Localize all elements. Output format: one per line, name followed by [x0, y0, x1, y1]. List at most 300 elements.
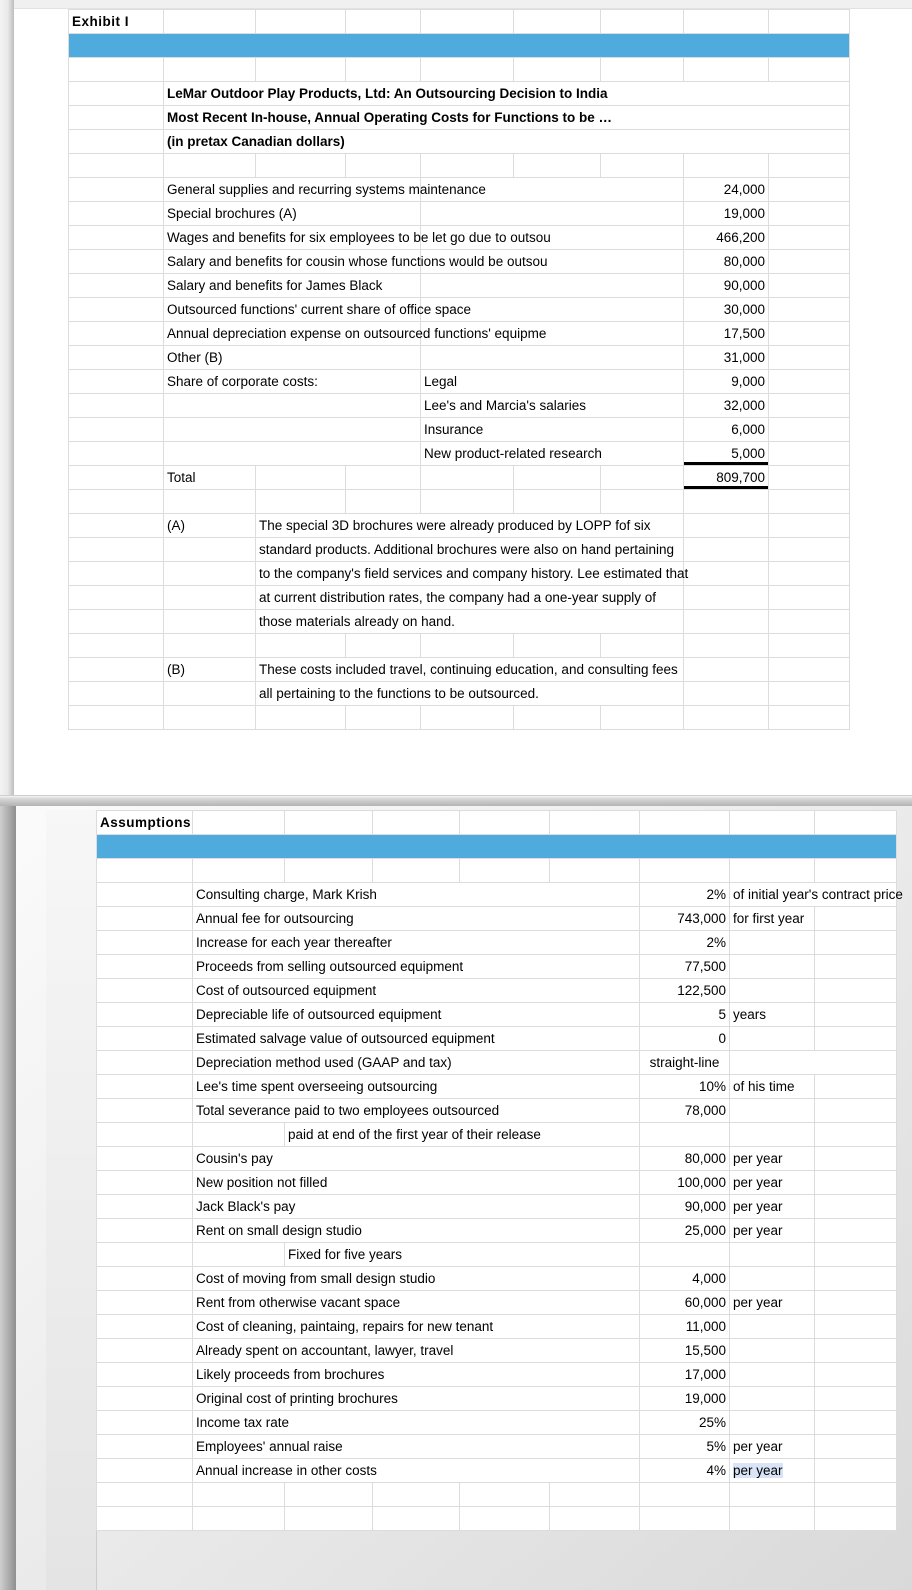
- assumption-unit: [730, 1267, 815, 1291]
- empty-cell[interactable]: [421, 634, 514, 658]
- empty-cell[interactable]: [769, 442, 850, 466]
- empty-cell[interactable]: [684, 10, 769, 34]
- empty-cell[interactable]: [815, 955, 897, 979]
- empty-cell[interactable]: [285, 811, 373, 835]
- line-item-label: General supplies and recurring systems maintenance: [164, 178, 421, 202]
- empty-cell[interactable]: [97, 1507, 193, 1531]
- assumption-unit: for first year: [730, 907, 815, 931]
- empty-cell[interactable]: [97, 1027, 193, 1051]
- empty-cell[interactable]: [97, 1099, 193, 1123]
- line-item-sublabel: [421, 274, 684, 298]
- empty-cell[interactable]: [69, 130, 164, 154]
- empty-cell[interactable]: [769, 514, 850, 538]
- assumption-value: 743,000: [640, 907, 730, 931]
- empty-cell[interactable]: [684, 586, 769, 610]
- empty-cell[interactable]: [815, 1339, 897, 1363]
- empty-cell[interactable]: [346, 58, 421, 82]
- line-item-amount: 17,500: [684, 322, 769, 346]
- line-item-row: [69, 442, 850, 466]
- empty-cell[interactable]: [373, 1483, 460, 1507]
- assumption-unit: [730, 931, 815, 955]
- empty-cell[interactable]: [684, 658, 769, 682]
- line-item-sublabel: [421, 178, 684, 202]
- empty-cell[interactable]: [69, 706, 164, 730]
- empty-cell[interactable]: [815, 1219, 897, 1243]
- empty-cell[interactable]: [815, 1435, 897, 1459]
- assumption-label: Employees' annual raise: [193, 1435, 640, 1459]
- empty-cell[interactable]: [69, 226, 164, 250]
- empty-cell[interactable]: [69, 298, 164, 322]
- assumption-row: [97, 1003, 897, 1027]
- assumption-unit: [730, 1027, 815, 1051]
- window-top-edge: [0, 0, 912, 9]
- empty-cell: [164, 538, 256, 562]
- spacer-row: [69, 154, 850, 178]
- empty-cell[interactable]: [97, 1411, 193, 1435]
- empty-cell[interactable]: [684, 610, 769, 634]
- empty-cell[interactable]: [97, 1435, 193, 1459]
- line-item-label: [164, 418, 421, 442]
- accent-bar-row: [69, 34, 850, 58]
- empty-cell[interactable]: [69, 394, 164, 418]
- assumption-value: 80,000: [640, 1147, 730, 1171]
- line-item-label: Salary and benefits for cousin whose functions would be outsou: [164, 250, 421, 274]
- empty-cell[interactable]: [69, 346, 164, 370]
- empty-cell[interactable]: [769, 178, 850, 202]
- assumption-value: 60,000: [640, 1291, 730, 1315]
- empty-cell[interactable]: [815, 1507, 897, 1531]
- empty-cell[interactable]: [421, 490, 514, 514]
- assumption-unit: [730, 1411, 815, 1435]
- empty-cell[interactable]: [97, 1267, 193, 1291]
- empty-cell[interactable]: [421, 58, 514, 82]
- line-item-row: [69, 346, 850, 370]
- note-b-text: These costs included travel, continuing education, and consulting fees: [256, 658, 684, 682]
- report-title-line-2: Most Recent In-house, Annual Operating Costs for Functions to be …: [164, 106, 850, 130]
- empty-cell[interactable]: [730, 1483, 815, 1507]
- assumption-row: [97, 1195, 897, 1219]
- empty-cell[interactable]: [97, 1219, 193, 1243]
- empty-cell[interactable]: [769, 586, 850, 610]
- empty-cell[interactable]: [69, 418, 164, 442]
- empty-cell[interactable]: [193, 859, 285, 883]
- spacer-row: [97, 1483, 897, 1507]
- line-item-amount: 30,000: [684, 298, 769, 322]
- empty-cell[interactable]: [69, 586, 164, 610]
- empty-cell[interactable]: [769, 202, 850, 226]
- empty-cell[interactable]: [514, 10, 601, 34]
- empty-cell[interactable]: [69, 274, 164, 298]
- empty-cell[interactable]: [373, 1507, 460, 1531]
- empty-cell[interactable]: [97, 1243, 193, 1267]
- empty-cell[interactable]: [601, 154, 684, 178]
- empty-cell[interactable]: [97, 907, 193, 931]
- empty-cell[interactable]: [815, 1483, 897, 1507]
- assumption-label: Rent on small design studio: [193, 1219, 640, 1243]
- empty-cell[interactable]: [69, 106, 164, 130]
- empty-cell[interactable]: [769, 226, 850, 250]
- empty-cell[interactable]: [193, 811, 285, 835]
- note-a-row: [69, 538, 850, 562]
- assumption-unit: [730, 1339, 815, 1363]
- assumption-row: [97, 1075, 897, 1099]
- empty-cell[interactable]: [97, 1339, 193, 1363]
- line-item-amount: 9,000: [684, 370, 769, 394]
- empty-cell[interactable]: [97, 955, 193, 979]
- line-item-label: Wages and benefits for six employees to be let go due to outsou: [164, 226, 421, 250]
- assumption-unit: [730, 1315, 815, 1339]
- empty-cell[interactable]: [815, 1123, 897, 1147]
- empty-cell[interactable]: [769, 322, 850, 346]
- empty-cell[interactable]: [97, 1291, 193, 1315]
- line-item-sublabel: [421, 346, 684, 370]
- empty-cell[interactable]: [815, 1267, 897, 1291]
- empty-cell[interactable]: [684, 682, 769, 706]
- note-b-row: [69, 682, 850, 706]
- exhibit-spreadsheet-grid[interactable]: [68, 9, 850, 730]
- empty-cell[interactable]: [769, 250, 850, 274]
- empty-cell[interactable]: [769, 682, 850, 706]
- empty-cell[interactable]: [69, 370, 164, 394]
- spacer-row: [97, 859, 897, 883]
- empty-cell[interactable]: [346, 490, 421, 514]
- empty-cell[interactable]: [69, 178, 164, 202]
- empty-cell[interactable]: [285, 859, 373, 883]
- empty-cell[interactable]: [97, 1315, 193, 1339]
- empty-cell[interactable]: [684, 490, 769, 514]
- line-item-label: Other (B): [164, 346, 421, 370]
- empty-cell[interactable]: [769, 274, 850, 298]
- empty-cell[interactable]: [601, 58, 684, 82]
- empty-cell[interactable]: [684, 154, 769, 178]
- assumption-row: [97, 1291, 897, 1315]
- assumptions-spreadsheet-grid[interactable]: [96, 810, 903, 1531]
- empty-cell[interactable]: [346, 634, 421, 658]
- line-item-amount: 32,000: [684, 394, 769, 418]
- empty-cell[interactable]: [69, 490, 164, 514]
- assumptions-label-row: [97, 811, 897, 835]
- assumption-unit: [730, 1387, 815, 1411]
- empty-cell[interactable]: [69, 466, 164, 490]
- empty-cell[interactable]: [684, 58, 769, 82]
- assumption-value: 15,500: [640, 1339, 730, 1363]
- empty-cell[interactable]: [815, 1291, 897, 1315]
- assumption-label: Fixed for five years: [285, 1243, 640, 1267]
- note-a-marker: (A): [164, 514, 256, 538]
- empty-cell[interactable]: [815, 1243, 897, 1267]
- empty-cell[interactable]: [769, 706, 850, 730]
- assumption-label: Depreciable life of outsourced equipment: [193, 1003, 640, 1027]
- assumption-label: Already spent on accountant, lawyer, travel: [193, 1339, 640, 1363]
- empty-cell[interactable]: [769, 538, 850, 562]
- empty-cell[interactable]: [815, 979, 897, 1003]
- empty-cell[interactable]: [815, 811, 897, 835]
- assumption-row: [97, 1099, 897, 1123]
- empty-cell[interactable]: [769, 658, 850, 682]
- empty-cell[interactable]: [97, 1459, 193, 1483]
- assumption-unit: per year: [730, 1219, 815, 1243]
- empty-cell[interactable]: [256, 10, 346, 34]
- assumption-value: 17,000: [640, 1363, 730, 1387]
- empty-cell[interactable]: [285, 1507, 373, 1531]
- empty-cell[interactable]: [69, 202, 164, 226]
- empty-cell[interactable]: [97, 979, 193, 1003]
- empty-cell[interactable]: [601, 634, 684, 658]
- empty-cell[interactable]: [69, 154, 164, 178]
- empty-cell[interactable]: [69, 538, 164, 562]
- assumption-row: [97, 1123, 897, 1147]
- note-a-text: to the company's field services and company history. Lee estimated that: [256, 562, 684, 586]
- empty-cell[interactable]: [164, 10, 256, 34]
- assumption-label: paid at end of the first year of their release: [285, 1123, 640, 1147]
- line-item-sublabel: [421, 322, 684, 346]
- line-item-label: Annual depreciation expense on outsourced functions' equipme: [164, 322, 421, 346]
- empty-cell[interactable]: [285, 1483, 373, 1507]
- empty-cell[interactable]: [684, 514, 769, 538]
- empty-cell[interactable]: [730, 859, 815, 883]
- empty-cell[interactable]: [601, 10, 684, 34]
- assumption-value: 5: [640, 1003, 730, 1027]
- blue-accent-bar: [69, 34, 850, 58]
- empty-cell[interactable]: [815, 1315, 897, 1339]
- empty-cell[interactable]: [815, 859, 897, 883]
- empty-cell[interactable]: [256, 154, 346, 178]
- empty-cell[interactable]: [421, 706, 514, 730]
- empty-cell[interactable]: [69, 658, 164, 682]
- empty-cell[interactable]: [97, 1363, 193, 1387]
- empty-cell[interactable]: [514, 58, 601, 82]
- line-item-sublabel: New product-related research: [421, 442, 684, 466]
- line-item-sublabel: Legal: [421, 370, 684, 394]
- empty-cell[interactable]: [97, 1075, 193, 1099]
- empty-cell[interactable]: [815, 1411, 897, 1435]
- assumption-label: Total severance paid to two employees outsourced: [193, 1099, 640, 1123]
- empty-cell[interactable]: [769, 346, 850, 370]
- assumption-value: 122,500: [640, 979, 730, 1003]
- empty-cell[interactable]: [514, 634, 601, 658]
- line-item-amount: 6,000: [684, 418, 769, 442]
- empty-cell[interactable]: [815, 1387, 897, 1411]
- empty-cell[interactable]: [97, 1003, 193, 1027]
- line-item-sublabel: [421, 202, 684, 226]
- exhibit-label-row: [69, 10, 850, 34]
- empty-cell[interactable]: [815, 1195, 897, 1219]
- empty-cell[interactable]: [460, 859, 550, 883]
- empty-cell[interactable]: [815, 931, 897, 955]
- empty-cell[interactable]: [514, 466, 601, 490]
- empty-cell[interactable]: [193, 1243, 285, 1267]
- empty-cell[interactable]: [640, 1483, 730, 1507]
- empty-cell[interactable]: [460, 811, 550, 835]
- assumption-unit: per year: [730, 1147, 815, 1171]
- empty-cell[interactable]: [346, 154, 421, 178]
- empty-cell[interactable]: [640, 859, 730, 883]
- assumption-row: [97, 883, 897, 907]
- empty-cell[interactable]: [193, 1507, 285, 1531]
- assumption-row: [97, 1435, 897, 1459]
- empty-cell[interactable]: [684, 706, 769, 730]
- empty-cell[interactable]: [373, 859, 460, 883]
- empty-cell[interactable]: [815, 1459, 897, 1483]
- assumption-label: Annual fee for outsourcing: [193, 907, 640, 931]
- empty-cell[interactable]: [69, 610, 164, 634]
- assumption-row: [97, 1411, 897, 1435]
- empty-cell[interactable]: [730, 811, 815, 835]
- empty-cell[interactable]: [769, 370, 850, 394]
- empty-cell[interactable]: [69, 682, 164, 706]
- assumption-unit: [730, 979, 815, 1003]
- assumption-row: [97, 1243, 897, 1267]
- spacer-row: [69, 58, 850, 82]
- empty-cell[interactable]: [550, 1483, 640, 1507]
- line-item-row: [69, 250, 850, 274]
- empty-cell[interactable]: [97, 1123, 193, 1147]
- empty-cell[interactable]: [346, 466, 421, 490]
- empty-cell[interactable]: [815, 1003, 897, 1027]
- empty-cell[interactable]: [69, 562, 164, 586]
- empty-cell[interactable]: [421, 154, 514, 178]
- empty-cell[interactable]: [346, 706, 421, 730]
- empty-cell[interactable]: [97, 1483, 193, 1507]
- empty-cell[interactable]: [640, 1507, 730, 1531]
- empty-cell[interactable]: [69, 514, 164, 538]
- assumption-unit: [730, 1459, 815, 1483]
- empty-cell[interactable]: [69, 634, 164, 658]
- assumption-label: Cost of moving from small design studio: [193, 1267, 640, 1291]
- empty-cell[interactable]: [769, 298, 850, 322]
- empty-cell[interactable]: [514, 490, 601, 514]
- empty-cell[interactable]: [69, 442, 164, 466]
- empty-cell[interactable]: [69, 322, 164, 346]
- empty-cell[interactable]: [769, 10, 850, 34]
- line-item-row: [69, 418, 850, 442]
- empty-cell[interactable]: [815, 1363, 897, 1387]
- empty-cell[interactable]: [256, 634, 346, 658]
- empty-cell[interactable]: [69, 250, 164, 274]
- empty-cell[interactable]: [815, 907, 897, 931]
- assumption-unit: [730, 1099, 815, 1123]
- assumption-value: 2%: [640, 883, 730, 907]
- empty-cell[interactable]: [769, 634, 850, 658]
- empty-cell[interactable]: [769, 418, 850, 442]
- empty-cell[interactable]: [815, 1075, 897, 1099]
- empty-cell[interactable]: [514, 706, 601, 730]
- empty-cell[interactable]: [769, 490, 850, 514]
- empty-cell[interactable]: [421, 10, 514, 34]
- empty-cell[interactable]: [769, 466, 850, 490]
- note-a-text: at current distribution rates, the company had a one-year supply of: [256, 586, 684, 610]
- empty-cell[interactable]: [684, 562, 769, 586]
- empty-cell[interactable]: [769, 610, 850, 634]
- empty-cell[interactable]: [97, 1051, 193, 1075]
- assumption-row: [97, 1387, 897, 1411]
- empty-cell[interactable]: [684, 634, 769, 658]
- line-item-amount: 24,000: [684, 178, 769, 202]
- empty-cell[interactable]: [97, 1387, 193, 1411]
- assumption-value: 100,000: [640, 1171, 730, 1195]
- empty-cell[interactable]: [550, 811, 640, 835]
- empty-cell[interactable]: [550, 1507, 640, 1531]
- empty-cell[interactable]: [730, 1507, 815, 1531]
- empty-cell[interactable]: [373, 811, 460, 835]
- assumption-label: Proceeds from selling outsourced equipment: [193, 955, 640, 979]
- assumption-unit: [730, 955, 815, 979]
- line-item-label: Special brochures (A): [164, 202, 421, 226]
- empty-cell[interactable]: [769, 58, 850, 82]
- empty-cell[interactable]: [460, 1483, 550, 1507]
- empty-cell[interactable]: [97, 883, 193, 907]
- assumption-value: 19,000: [640, 1387, 730, 1411]
- empty-cell[interactable]: [164, 706, 256, 730]
- empty-cell[interactable]: [164, 634, 256, 658]
- empty-cell[interactable]: [815, 1171, 897, 1195]
- empty-cell[interactable]: [69, 58, 164, 82]
- empty-cell[interactable]: [193, 1483, 285, 1507]
- empty-cell[interactable]: [601, 490, 684, 514]
- empty-cell[interactable]: [769, 562, 850, 586]
- assumption-label: New position not filled: [193, 1171, 640, 1195]
- assumption-value: [640, 1123, 730, 1147]
- empty-cell[interactable]: [460, 1507, 550, 1531]
- assumption-row: [97, 979, 897, 1003]
- empty-cell[interactable]: [601, 466, 684, 490]
- line-item-sublabel: [421, 226, 684, 250]
- empty-cell[interactable]: [256, 466, 346, 490]
- window-left-edge: [0, 806, 16, 1590]
- empty-cell[interactable]: [815, 1099, 897, 1123]
- empty-cell[interactable]: [164, 58, 256, 82]
- empty-cell[interactable]: [97, 1171, 193, 1195]
- empty-cell[interactable]: [601, 706, 684, 730]
- empty-cell[interactable]: [97, 1147, 193, 1171]
- assumption-unit: per year: [730, 1291, 815, 1315]
- empty-cell[interactable]: [550, 859, 640, 883]
- empty-cell[interactable]: [256, 706, 346, 730]
- empty-cell[interactable]: [164, 490, 256, 514]
- empty-cell[interactable]: [769, 154, 850, 178]
- empty-cell[interactable]: [346, 10, 421, 34]
- empty-cell[interactable]: [97, 931, 193, 955]
- exhibit-label: Exhibit I: [69, 10, 164, 34]
- assumption-row: [97, 1315, 897, 1339]
- empty-cell[interactable]: [421, 466, 514, 490]
- note-a-text: those materials already on hand.: [256, 610, 684, 634]
- empty-cell[interactable]: [684, 538, 769, 562]
- spacer-row: [69, 706, 850, 730]
- empty-cell: [164, 586, 256, 610]
- empty-cell[interactable]: [815, 1147, 897, 1171]
- empty-cell[interactable]: [164, 154, 256, 178]
- note-a-row: [69, 562, 850, 586]
- empty-cell[interactable]: [640, 811, 730, 835]
- report-title-row: [69, 130, 850, 154]
- empty-cell[interactable]: [256, 490, 346, 514]
- assumption-value: 4%: [640, 1459, 730, 1483]
- empty-cell[interactable]: [97, 859, 193, 883]
- empty-cell[interactable]: [815, 1027, 897, 1051]
- assumption-row: [97, 1363, 897, 1387]
- empty-cell[interactable]: [769, 394, 850, 418]
- assumption-value: 90,000: [640, 1195, 730, 1219]
- empty-cell[interactable]: [193, 1123, 285, 1147]
- empty-cell[interactable]: [69, 82, 164, 106]
- empty-cell[interactable]: [97, 1195, 193, 1219]
- empty-cell[interactable]: [514, 154, 601, 178]
- empty-cell[interactable]: [256, 58, 346, 82]
- line-item-row: [69, 298, 850, 322]
- assumption-unit: years: [730, 1003, 815, 1027]
- assumption-value: 2%: [640, 931, 730, 955]
